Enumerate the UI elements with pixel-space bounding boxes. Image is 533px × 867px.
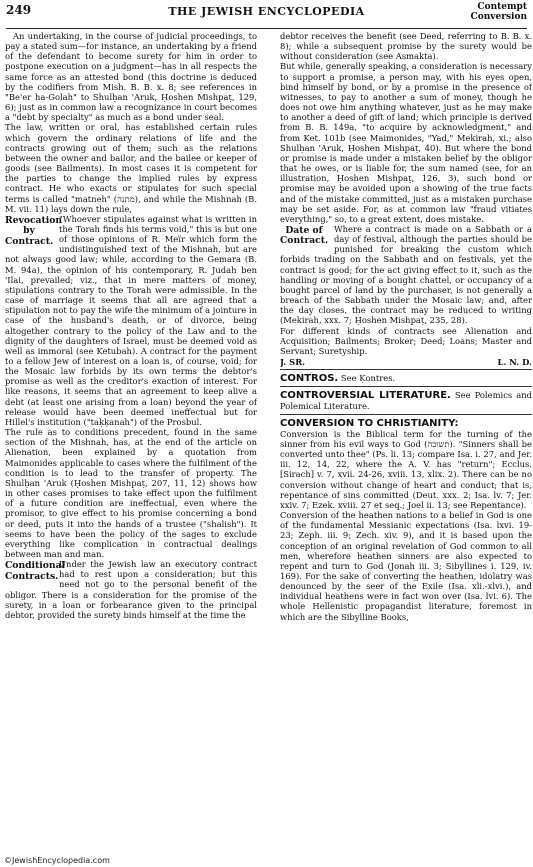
- paragraph-text: Where a contract is made on a Sabbath or a day of festival, although the parties should be punished for breaking the custom which forbids trading on the Sabbath and on festivals, yet the contract is good; for the act giving effect to it, such as the handling or moving of a bought chattel, or occupancy of a bought parcel of land by the purchaser, is not generally a breach of the Sabbath under the Mosaic law; and, after the day closes, the contract may be reduced to writing (Mekirah, xxx. 7; Ḥoshen Mishpaṭ, 235, 28).: [280, 223, 532, 326]
- entry-conversion: [280, 418, 532, 429]
- entry-crossref: See Polemics and Polemical Literature.: [280, 390, 532, 412]
- catchword-first: Contempt: [477, 2, 527, 12]
- copyright-footer: ©JewishEncyclopedia.com: [4, 856, 110, 865]
- running-title: THE JEWISH ENCYCLOPEDIA: [168, 5, 365, 18]
- catchword-last: Conversion: [470, 12, 527, 22]
- paragraph: The law, written or oral, has established certain rules which govern the ordinary relations of life and the contracts growing out of them; such as the relations between the owner and bailor, and the bailee or keeper of goods (see Bailments). In most cases it is competent for the parties to change the implied rules by express contract. He who exacts or stipulates for such special terms is called "matneh" (מתנה), and while the Mishnah (B. M. vii. 11) lays down the rule,: [5, 122, 257, 214]
- entry-heading: CONVERSION TO CHRISTIANITY:: [280, 417, 459, 429]
- catchwords: [471, 2, 527, 22]
- side-heading-revocation: Revocation by Contract.: [5, 214, 63, 247]
- paragraph: Under the Jewish law an executory contract had to rest upon a consideration; but this need not go to the personal benefit of the obligor. There is a consideration for the promise of the surety, in a loan or forbearance given to the principal debtor, provided the surety binds himself at the time the: [5, 559, 257, 620]
- paragraph: Conversion of the heathen nations to a belief in God is one of the fundamental Messianic expectations (Isa. lxvi. 19-23; Zeph. iii. 9; Zech. xiv. 9), and it is based upon the conception of an original revelation of God common to all men, wherefore heathen sinners are also expected to repent and turn to God (Jonah iii. 3; Sibyllines i. 129, iv. 169). For the sake of converting the heathen, idolatry was denounced by the seer of the Exile (Isa. xli.-xlvi.), and individual heathens were in fact won over (Isa. lvi. 6). The whole Hellenistic propagandist literature, foremost in which are the Sibylline Books,: [280, 510, 532, 622]
- paragraph-text: "Whoever stipulates against what is written in the Torah finds his terms void," this is but one of those opinions of R. Meïr which form the undistinguished text of the Mishnah, but are not always good law; while, according to the Gemara (B. M. 94a), the opinion of his contemporary, R. Judah ben 'Ilai, prevailed; viz., that in mere matters of money, stipulations contrary to the Torah were admissible. In the case of marriage it seems that all are agreed that a stipulation not to pay the wife the minimum of a jointure in case of the husband's death, or of divorce, being altogether contrary to the policy of the Law and to the dignity of the daughters of Israel, must be deemed void as well as immoral (see Ketubah). A contract for the payment to a fellow Jew of interest on a loan is, of course, void; for the Mosaic law forbids by its own terms the debtor's promise as well as the creditor's exaction of interest. For like reasons, it seems that an agreement to keep alive a debt (at least one arising from a loan) beyond the year of release would have been deemed ineffectual but for Hillel's institution ("taḳḳanah") of the Prosbul.: [5, 213, 257, 427]
- page-number: 249: [6, 3, 32, 17]
- paragraph: [280, 224, 532, 326]
- signature-initials-right: L. N. D.: [497, 357, 532, 367]
- paragraph: An undertaking, in the course of judicial proceedings, to pay a stated sum—for instance, an undertaking by a friend of the defendant to become surety for him in order to postpone execution on a judgment—has in all respects the same force as an attested bond (this doctrine is deduced by the codifiers from Mish. B. B. x. 8; see references in "Be'er ha-Golah" to Shulḥan 'Aruk, Ḥoshen Mishpaṭ, 129, 6); just as in common law a recognizance in court becomes a "debt by specialty" as much as a bond under seal.: [5, 31, 257, 123]
- paragraph: For different kinds of contracts see Alienation and Acquisition; Bailments; Broker; Deed; Loans; Master and Servant; Suretyship.: [280, 325, 532, 356]
- divider: [280, 386, 532, 387]
- signature-initials-left: J. SR.: [280, 357, 306, 367]
- entry-contros: [280, 373, 532, 384]
- left-column: [5, 31, 257, 847]
- divider: [280, 369, 532, 370]
- paragraph: debtor receives the benefit (see Deed, referring to B. B. x. 8); while a subsequent promise by the surety would be without consideration (see Asmakta).: [280, 31, 532, 62]
- paragraph: Conversion is the Biblical term for the turning of the sinner from his evil ways to God (תשובה). "Sinners shall be converted unto thee" (Ps. li. 13; compare Isa. i. 27, and Jer. iii. 12, 14, 22, where the A. V. has "return"; Ecclus. [Sirach] v. 7, xvii. 24-26, xviii. 13, xlix. 2). There can be no conversion without change of heart and conduct; that is, repentance of sins committed (Deut. xxx. 2; Isa. lv. 7; Jer. xxiv. 7; Ezek. xviii. 27 et seq.; Joel ii. 13; see Repentance).: [280, 428, 532, 510]
- entry-controversial: [280, 390, 532, 411]
- divider: [280, 414, 532, 415]
- page-header: [6, 2, 527, 29]
- entry-crossref: See Ḳontres.: [340, 373, 396, 384]
- entry-heading: CONTROVERSIAL LITERATURE.: [280, 390, 451, 402]
- entry-heading: CONTROS.: [280, 373, 339, 385]
- right-column: [280, 31, 532, 847]
- side-heading-date: Date of Contract.: [280, 224, 329, 247]
- paragraph: The rule as to conditions precedent, found in the same section of the Mishnah, has, at the end of the article on Alienation, been explained by a quotation from Maimonides applicable to cases where the fulfilment of the condition is to lead to the transfer of property. The Shulḥan 'Aruk (Ḥoshen Mishpaṭ, 207, 11, 12) shows how in other cases promises to take effect upon the fulfilment of a future condition are ineffectual, even where the promisor, to give effect to his promise concerning a bond or deed, puts it into the hands of a trustee ("shalish"). It seems to have been the policy of the sages to exclude everything like complication in contractual dealings between man and man.: [5, 427, 257, 559]
- paragraph: [5, 214, 257, 427]
- side-heading-conditional: Conditional Contracts.: [5, 560, 66, 582]
- paragraph: But while, generally speaking, a consideration is necessary to support a promise, a person may, with his eyes open, bind himself by bond, or by a promise in the presence of witnesses, to pay to another a sum of money, though he does not owe him anything whatever, just as he may make to another a deed of gift of land; which principle is derived from B. B. 149a, "to acquire by acknowledgment," and from Ket. 101b (see Maimonides, "Yad," Mekirah, xi.; also Shulḥan 'Aruk, Ḥoshen Mishpaṭ, 40). But where the bond or promise is made under a mistaken belief by the obligor that he owes, or is liable for, the sum named (see, for an illustration, Ḥoshen Mishpaṭ, 126, 3), such bond or promise may be avoided upon a showing of the true facts and of the mistake committed, just as a mistaken purchase may be set aside. For, as at common law "fraud vitiates everything," so, to a great extent, does mistake.: [280, 61, 532, 224]
- signature-line: [280, 357, 532, 367]
